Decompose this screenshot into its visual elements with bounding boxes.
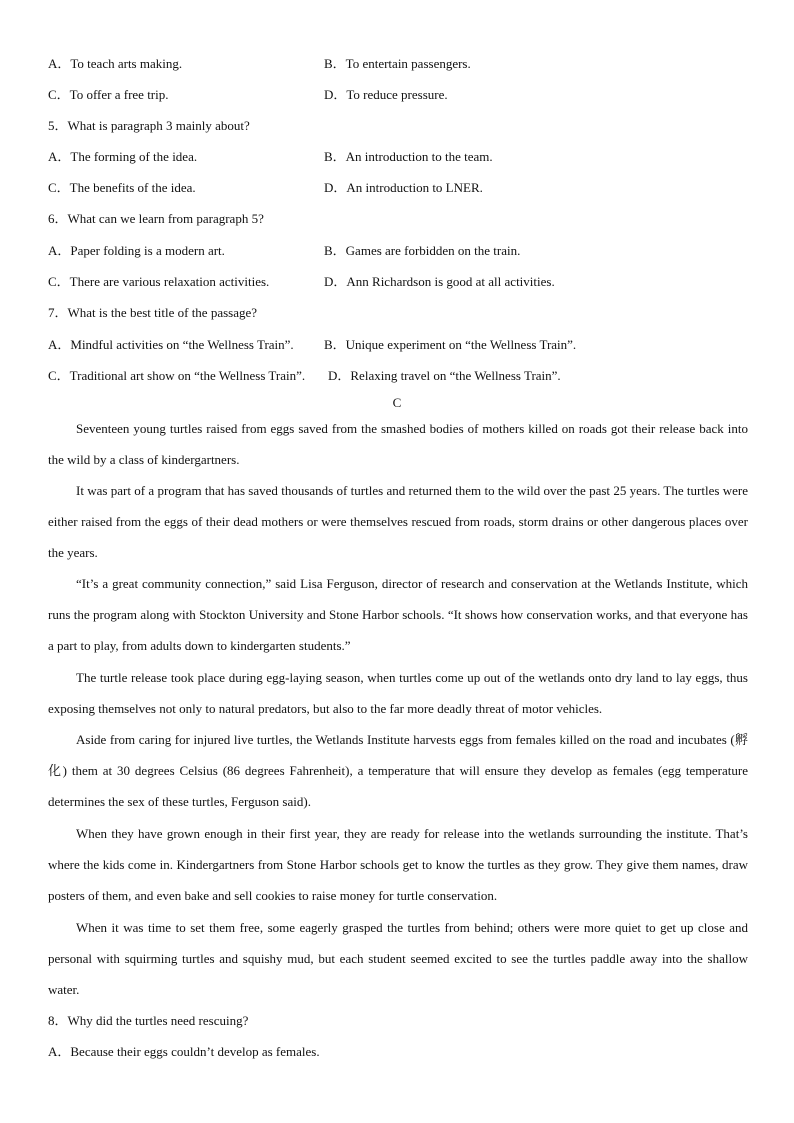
paragraph-3: “It’s a great community connection,” said Lisa Ferguson, director of research and conservation at the Wetlands Institute, which runs the program along with Stockton University and Stone Harbor schools. “It shows how conservation works, and that everyone has a part to play, from adults down to kindergarten students.” — [48, 576, 748, 653]
q5-option-c: C．The benefits of the idea. — [48, 180, 196, 195]
q7-option-a: A．Mindful activities on “the Wellness Train”. — [48, 337, 294, 352]
q6-option-c: C．There are various relaxation activities. — [48, 274, 270, 289]
q6-stem: 6．What can we learn from paragraph 5? — [48, 211, 264, 226]
q8-stem: 8．Why did the turtles need rescuing? — [48, 1013, 249, 1028]
q6-option-b: B．Games are forbidden on the train. — [324, 243, 521, 258]
q4-option-c: C．To offer a free trip. — [48, 87, 169, 102]
q5-option-b: B．An introduction to the team. — [324, 149, 493, 164]
paragraph-7: When it was time to set them free, some eagerly grasped the turtles from behind; others were more quiet to get up close and personal with squirming turtles and squishy mud, but each student seemed excited to see the turtles paddle away into the shallow water. — [48, 920, 748, 997]
q7-option-d: D．Relaxing travel on “the Wellness Train”. — [328, 368, 561, 383]
q5-option-a: A．The forming of the idea. — [48, 149, 198, 164]
q4-option-b: B．To entertain passengers. — [324, 56, 471, 71]
paragraph-2: It was part of a program that has saved thousands of turtles and returned them to the wild over the past 25 years. The turtles were either raised from the eggs of their dead mothers or were themselves rescued from roads, storm drains or other dangerous places over the years. — [48, 483, 748, 560]
q7-option-c: C．Traditional art show on “the Wellness Train”. — [48, 368, 306, 383]
q5-option-d: D．An introduction to LNER. — [324, 180, 483, 195]
paragraph-5: Aside from caring for injured live turtles, the Wetlands Institute harvests eggs from females killed on the road and incubates (孵化) them at 30 degrees Celsius (86 degrees Fahrenheit), a temperature that will ensure they develop as females (egg temperature determines the sex of these turtles, Ferguson said). — [48, 732, 748, 809]
q4-option-a: A．To teach arts making. — [48, 56, 183, 71]
section-label: C — [392, 395, 402, 410]
q6-option-d: D．Ann Richardson is good at all activities. — [324, 274, 555, 289]
paragraph-1: Seventeen young turtles raised from eggs saved from the smashed bodies of mothers killed on roads got their release back into the wild by a class of kindergartners. — [48, 421, 748, 467]
paragraph-4: The turtle release took place during egg-laying season, when turtles come up out of the wetlands onto dry land to lay eggs, thus exposing themselves not only to natural predators, but also to the far more deadly threat of motor vehicles. — [48, 670, 748, 716]
paragraph-6: When they have grown enough in their first year, they are ready for release into the wetlands surrounding the institute. That’s where the kids come in. Kindergartners from Stone Harbor schools get to know the turtles as they grow. They give them names, draw posters of them, and even bake and sell cookies to raise money for turtle conservation. — [48, 826, 748, 903]
q6-option-a: A．Paper folding is a modern art. — [48, 243, 225, 258]
q5-stem: 5．What is paragraph 3 mainly about? — [48, 118, 250, 133]
q7-option-b: B．Unique experiment on “the Wellness Train”. — [324, 337, 577, 352]
q8-option-a: A．Because their eggs couldn’t develop as females. — [48, 1044, 320, 1059]
q7-stem: 7．What is the best title of the passage? — [48, 305, 258, 320]
q4-option-d: D．To reduce pressure. — [324, 87, 448, 102]
